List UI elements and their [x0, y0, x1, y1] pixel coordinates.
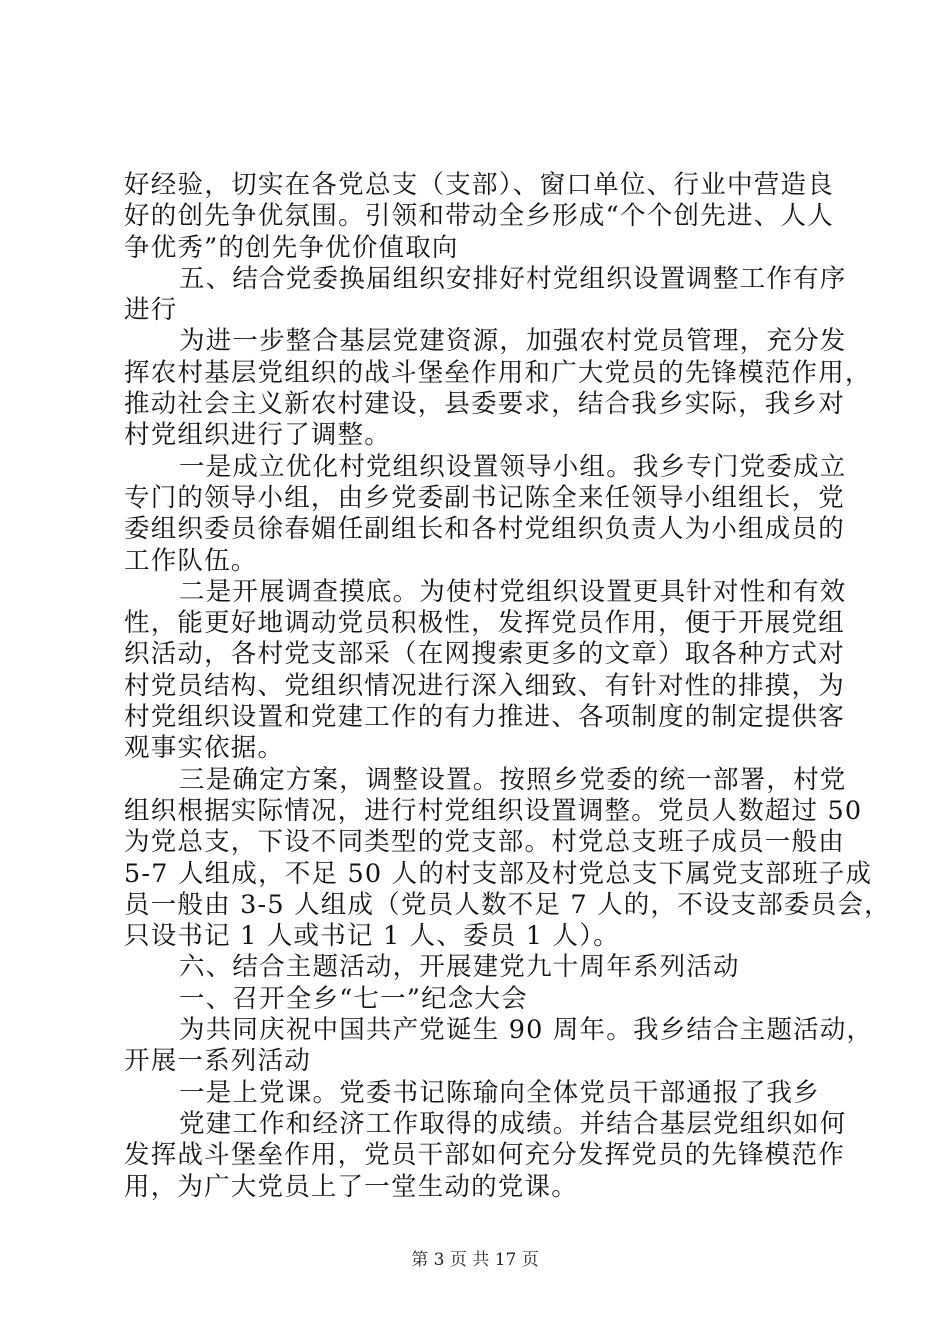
text-line: 工作队伍。 — [124, 545, 258, 576]
paragraph — [124, 764, 891, 953]
text-line: 好的创先争优氛围。引领和带动全乡形成“个个创先进、人人 — [124, 201, 834, 232]
text-line: 进行 — [124, 295, 178, 326]
text-line: 一是上党课。党委书记陈瑜向全体党员干部通报了我乡 — [179, 1077, 820, 1108]
text-line: 观事实依据。 — [124, 733, 285, 764]
text-line: 推动社会主义新农村建设，县委要求，结合我乡实际，我乡对 — [124, 389, 845, 420]
paragraph — [124, 1108, 847, 1203]
section-heading — [124, 263, 847, 327]
text-line: 织活动，各村党支部采（在网搜索更多的文章）取各种方式对 — [124, 639, 845, 670]
paragraph — [124, 451, 847, 577]
text-line: 为共同庆祝中国共产党诞生 90 周年。我乡结合主题活动， — [179, 1015, 874, 1046]
text-line: 开展一系列活动 — [124, 1046, 311, 1077]
text-line: 5-7 人组成，不足 50 人的村支部及村党总支下属党支部班子成 — [124, 858, 873, 889]
text-line: 争优秀”的创先争优价值取向 — [124, 232, 459, 263]
document-body — [124, 170, 891, 1203]
text-line: 六、结合主题活动，开展建党九十周年系列活动 — [179, 952, 740, 983]
text-line: 村党员结构、党组织情况进行深入细致、有针对性的排摸，为 — [124, 670, 845, 701]
paragraph — [124, 1015, 874, 1078]
text-line: 组织根据实际情况，进行村党组织设置调整。党员人数超过 50 — [124, 795, 863, 826]
paragraph — [124, 1078, 834, 1109]
text-line: 村党组织进行了调整。 — [124, 420, 392, 451]
text-line: 员一般由 3-5 人组成（党员人数不足 7 人的，不设支部委员会， — [124, 889, 891, 920]
text-line: 村党组织设置和党建工作的有力推进、各项制度的制定提供客 — [124, 702, 845, 733]
text-line: 二是开展调查摸底。为使村党组织设置更具针对性和有效 — [179, 576, 847, 607]
text-line: 发挥战斗堡垒作用，党员干部如何充分发挥党员的先锋模范作 — [124, 1140, 845, 1171]
text-line: 只设书记 1 人或书记 1 人、委员 1 人）。 — [124, 921, 620, 952]
text-line: 专门的领导小组，由乡党委副书记陈全来任领导小组组长，党 — [124, 482, 845, 513]
text-line: 五、结合党委换届组织安排好村党组织设置调整工作有序 — [179, 263, 847, 294]
text-line: 三是确定方案，调整设置。按照乡党委的统一部署，村党 — [179, 764, 847, 795]
text-line: 一是成立优化村党组织设置领导小组。我乡专门党委成立 — [179, 451, 847, 482]
section-heading — [124, 952, 834, 983]
page-number: 第 3 页 共 17 页 — [411, 1250, 539, 1270]
paragraph — [124, 170, 834, 264]
text-line: 委组织委员徐春媚任副组长和各村党组织负责人为小组成员的 — [124, 514, 845, 545]
text-line: 一、召开全乡“七一”纪念大会 — [179, 983, 528, 1014]
paragraph — [124, 326, 872, 451]
text-line: 好经验，切实在各党总支（支部）、窗口单位、行业中营造良 — [124, 170, 834, 200]
text-line: 为进一步整合基层党建资源，加强农村党员管理，充分发 — [179, 326, 847, 357]
text-line: 党建工作和经济工作取得的成绩。并结合基层党组织如何 — [179, 1108, 847, 1139]
paragraph — [124, 576, 847, 765]
text-line: 挥农村基层党组织的战斗堡垒作用和广大党员的先锋模范作用， — [124, 357, 872, 388]
text-line: 为党总支，下设不同类型的党支部。村党总支班子成员一般由 — [124, 827, 845, 858]
sub-heading — [124, 984, 834, 1015]
text-line: 用，为广大党员上了一堂生动的党课。 — [124, 1171, 578, 1202]
text-line: 性，能更好地调动党员积极性，发挥党员作用，便于开展党组 — [124, 608, 845, 639]
